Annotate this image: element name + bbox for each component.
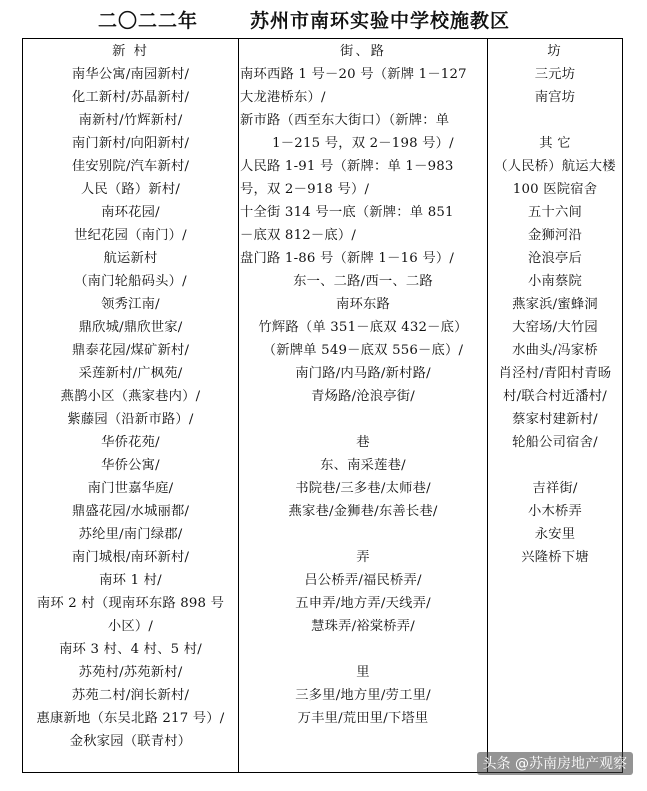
village-entry: 苏纶里/南门绿郡/ [78, 527, 183, 542]
street-entry: 1－215 号，双 2－198 号）/ [272, 136, 454, 151]
village-entry: 佳安别院/汽车新村/ [71, 159, 190, 174]
other-entry: 沧浪亭后 [528, 251, 582, 266]
other-entry: 大窑场/大竹园 [512, 320, 598, 335]
street-entry: 青炀路/沧浪亭街/ [311, 389, 415, 404]
village-entry: 鼎欣城/鼎欣世家/ [78, 320, 183, 335]
village-entry: 鼎泰花园/煤矿新村/ [71, 343, 190, 358]
street-entry: 号，双 2－918 号）/ [240, 182, 370, 197]
street-entry: 人民路 1-91 号（新牌：单 1－983 [240, 159, 454, 174]
street-entry: 燕家巷/金狮巷/东善长巷/ [288, 504, 438, 519]
other-entry: 兴隆桥下塘 [521, 550, 589, 565]
village-entry: 人民（路）新村/ [80, 182, 181, 197]
title-school-district: 苏州市南环实验中学校施教区 [250, 10, 511, 32]
village-entry: 南环 3 村、4 村、5 村/ [59, 642, 202, 657]
street-entry [239, 408, 487, 431]
village-entry: 苏苑二村/润长新村/ [71, 688, 190, 703]
village-entry: 化工新村/苏晶新村/ [71, 90, 190, 105]
column-header-lanes: 坊 [547, 44, 563, 59]
village-entry: （南门轮船码头）/ [74, 274, 187, 289]
other-entry [488, 454, 622, 477]
village-entry: 鼎盛花园/水城丽都/ [71, 504, 190, 519]
street-entry: 万丰里/荒田里/下塔里 [297, 711, 429, 726]
street-entry: 巷 [356, 435, 370, 450]
column-villages [23, 39, 239, 772]
other-entry: 永安里 [534, 527, 576, 542]
street-entry: 东、南采莲巷/ [320, 458, 406, 473]
other-entry: 其 它 [539, 136, 571, 151]
other-entry [488, 109, 622, 132]
other-entry: 燕家浜/蜜蜂洞 [512, 297, 598, 312]
village-entry: 紫藤园（沿新市路）/ [67, 412, 194, 427]
village-entry: 南华公寓/南园新村/ [71, 67, 190, 82]
village-entry: 航运新村 [103, 251, 158, 266]
street-entry: 南环东路 [336, 297, 390, 312]
village-entry: 华侨公寓/ [101, 458, 160, 473]
column-lanes-other [488, 39, 622, 772]
other-entry: 100 医院宿舍 [512, 182, 598, 197]
other-entry: 五十六间 [528, 205, 582, 220]
column-header-streets: 街、路 [340, 44, 386, 59]
street-entry: 盘门路 1-86 号（新牌 1－16 号）/ [240, 251, 455, 266]
street-entry: 书院巷/三多巷/太师巷/ [295, 481, 431, 496]
other-entry: （人民桥）航运大楼 [494, 159, 616, 174]
village-entry: 小区）/ [107, 619, 154, 634]
street-entry [239, 638, 487, 661]
street-entry: 三多里/地方里/劳工里/ [295, 688, 431, 703]
street-entry: 慧珠弄/裕棠桥弄/ [311, 619, 415, 634]
village-entry: 南环 2 村（现南环东路 898 号 [36, 596, 225, 611]
other-entry: 小南蔡院 [528, 274, 582, 289]
other-entry: 轮船公司宿舍/ [512, 435, 598, 450]
village-entry: 惠康新地（东吴北路 217 号）/ [36, 711, 225, 726]
street-entry: 十全街 314 号一底（新牌：单 851 [240, 205, 454, 220]
other-entry: 水曲头/冯家桥 [512, 343, 598, 358]
village-entry: 金秋家园（联青村） [69, 734, 192, 749]
village-entry: 世纪花园（南门）/ [74, 228, 187, 243]
other-entry: 吉祥街/ [532, 481, 578, 496]
street-entry: 南门路/内马路/新村路/ [295, 366, 431, 381]
village-entry: 领秀江南/ [101, 297, 160, 312]
other-entry: 蔡家村建新村/ [512, 412, 598, 427]
column-header-villages: 新 村 [112, 44, 149, 59]
watermark-label: 头条 @苏南房地产观察 [477, 752, 633, 775]
street-entry: 吕公桥弄/福民桥弄/ [304, 573, 422, 588]
village-entry: 采莲新村/广枫苑/ [78, 366, 183, 381]
district-table [22, 38, 623, 773]
village-entry: 南环花园/ [101, 205, 160, 220]
street-entry: 竹辉路（单 351－底双 432－底） [258, 320, 468, 335]
village-entry: 燕鹊小区（燕家巷内）/ [60, 389, 201, 404]
street-entry: 里 [356, 665, 370, 680]
title-year: 二〇二二年 [98, 10, 199, 32]
street-entry: 弄 [356, 550, 370, 565]
other-entry: 小木桥弄 [528, 504, 582, 519]
street-entry [239, 523, 487, 546]
village-entry: 华侨花苑/ [101, 435, 160, 450]
street-entry: 南环西路 1 号－20 号（新牌 1－127 [240, 67, 467, 82]
document-title [0, 4, 647, 38]
village-entry: 苏苑村/苏苑新村/ [78, 665, 183, 680]
street-entry: 大龙港桥东）/ [240, 90, 326, 105]
street-entry: （新牌单 549－底双 556－底）/ [262, 343, 464, 358]
village-entry: 南环 1 村/ [99, 573, 162, 588]
village-entry: 南门世嘉华庭/ [87, 481, 174, 496]
street-entry: 新市路（西至东大街口）（新牌：单 [240, 113, 450, 128]
other-entry: 金狮河沿 [528, 228, 582, 243]
street-entry: －底双 812－底）/ [240, 228, 357, 243]
other-entry: 肖泾村/青阳村青旸 [498, 366, 612, 381]
column-streets [239, 39, 488, 772]
village-entry: 南新村/竹辉新村/ [78, 113, 183, 128]
village-entry: 南门城根/南环新村/ [71, 550, 190, 565]
other-entry: 村/联合村近潘村/ [503, 389, 607, 404]
street-entry: 东一、二路/西一、二路 [293, 274, 433, 289]
village-entry: 南门新村/向阳新村/ [71, 136, 190, 151]
street-entry: 五申弄/地方弄/天线弄/ [295, 596, 431, 611]
other-entry: 南宫坊 [534, 90, 576, 105]
other-entry: 三元坊 [534, 67, 576, 82]
